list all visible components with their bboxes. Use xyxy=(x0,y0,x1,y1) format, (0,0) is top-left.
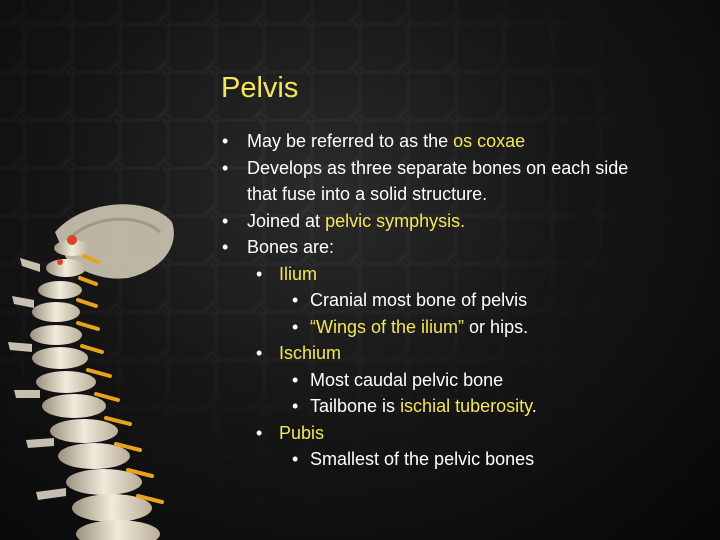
bullet-list xyxy=(222,128,702,473)
bullet-item-level-1 xyxy=(222,128,702,155)
bullet-item-level-1 xyxy=(222,181,702,208)
bullet-marker: • xyxy=(292,316,299,337)
bullet-item-level-3 xyxy=(222,367,702,394)
bullet-item-level-1 xyxy=(222,155,702,182)
highlighted-term: ischial tuberosity xyxy=(400,396,532,416)
bullet-text: Joined at xyxy=(247,210,326,231)
bullet-text: or hips. xyxy=(464,316,529,337)
bullet-text: Smallest of the pelvic bones xyxy=(310,449,535,469)
bullet-marker: • xyxy=(256,263,263,284)
bullet-marker: • xyxy=(292,290,299,310)
highlighted-term: Ischium xyxy=(279,343,342,363)
highlighted-term: Pubis xyxy=(279,422,325,443)
highlighted-term: Ilium xyxy=(279,263,318,284)
bullet-marker: • xyxy=(292,396,299,416)
bullet-item-level-2 xyxy=(222,340,702,367)
bullet-item-level-1 xyxy=(222,208,702,235)
bullet-marker: • xyxy=(256,422,263,443)
bullet-marker: • xyxy=(222,157,229,178)
bullet-marker: • xyxy=(292,449,299,469)
bullet-text: May be referred to as the xyxy=(247,131,454,151)
bullet-item-level-2 xyxy=(222,261,702,288)
bullet-marker: • xyxy=(292,369,299,390)
slide-title: Pelvis xyxy=(221,72,299,104)
bullet-item-level-3 xyxy=(222,287,702,314)
bullet-marker: • xyxy=(222,210,229,231)
bullet-text: Tailbone is xyxy=(310,396,401,416)
bullet-text: Cranial most bone of pelvis xyxy=(310,290,528,310)
bullet-text: . xyxy=(531,396,537,416)
bullet-item-level-3 xyxy=(222,314,702,341)
bullet-text: Most caudal pelvic bone xyxy=(310,369,504,390)
bullet-text: that fuse into a solid structure. xyxy=(247,184,488,204)
bullet-text: Bones are: xyxy=(247,237,335,257)
bullet-marker: • xyxy=(222,237,229,257)
highlighted-term: “Wings of the ilium” xyxy=(310,316,465,337)
bullet-item-level-2 xyxy=(222,420,702,447)
bullet-item-level-1 xyxy=(222,234,702,261)
bullet-item-level-3 xyxy=(222,446,702,473)
bullet-marker: • xyxy=(256,343,263,363)
highlighted-term: os coxae xyxy=(453,131,526,151)
bullet-item-level-3 xyxy=(222,393,702,420)
bullet-text: Develops as three separate bones on each side xyxy=(247,157,629,178)
bullet-marker: • xyxy=(222,131,229,151)
highlighted-term: pelvic symphysis. xyxy=(325,210,466,231)
